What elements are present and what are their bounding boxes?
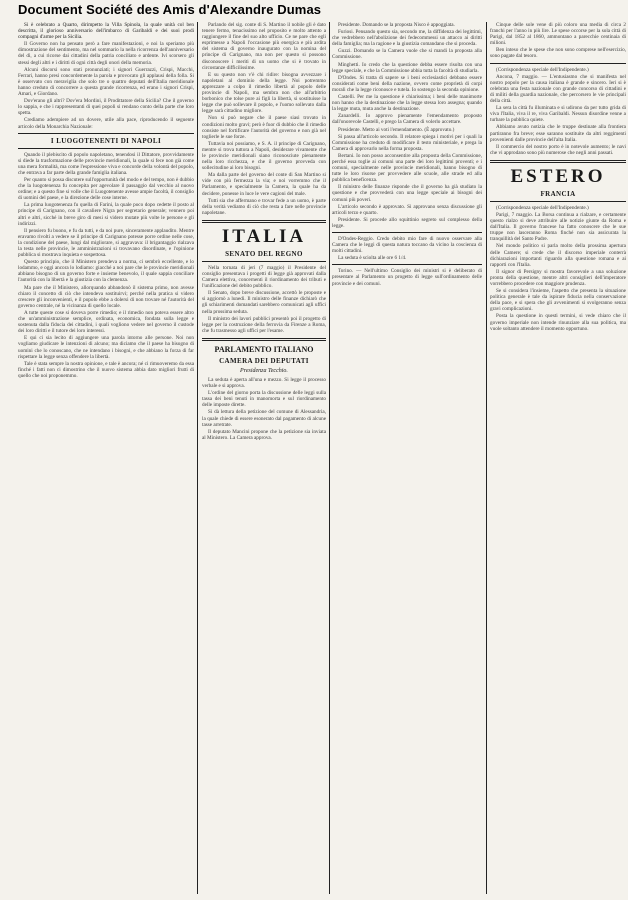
body-text: Parlando del sig. conte di S. Martino il nobile gli è dato tenere fermo, tenacissimo nel proposito e molto attento a raggiungere il fine del suo alto ufficio. Ce ne pare che egli esprimesse a Napoli l'occasione più energica e più ardita del sistema di governo inaugurato con la nomina del principe di Carignano, ma non per questo si possono disconoscere i meriti di un uomo che si è trovato in circostanze difficilissime. <box>202 22 326 71</box>
body-text: Tale è stata sempre la nostra opinione, e tale è ancora; né ci rimuoveremo da essa finché i fatti non ci dimostrino che il nuovo sistema abbia dato migliori frutti di quello che noi proponemmo. <box>18 360 194 379</box>
body-text: Quando il plebiscito di popolo napoletano, tenendosi il Dittatore, provvidamente si diede la trasformazione delle provincie meridionali, la quale si fece non già come una mera formalità, ma come l'espressione viva e concorde della volontà del popolo, che entrava a far parte della grande famiglia italiana. <box>18 151 194 176</box>
body-text: Dov'erano gli altri? Dov'era Mordini, il Prodittatore della Sicilia? Che il governo lo sappia, e che i rappresentanti di quei popoli si rendano conto della parte che loro spetta. <box>18 98 194 117</box>
body-text: Guzzi. Domando se la Camera vuole che si mandi la proposta alla Commissione. <box>332 48 482 61</box>
body-text: Castelli. Per me la questione è chiarissima; i beni delle manimorte non hanno che la destinazione che la legge stessa loro assegna; quando la legge muta, muta anche la destinazione. <box>332 94 482 113</box>
section-title-camera: CAMERA DEI DEPUTATI <box>219 356 309 365</box>
column-rule <box>486 22 487 894</box>
body-text: Zanardelli. Io approvo pienamente l'emendamento proposto dall'onorevole Castelli, e prego la Camera di volerlo accettare. <box>332 113 482 126</box>
body-text: Presidente. Si procede allo squittinio segreto sul complesso della legge. <box>332 216 482 229</box>
body-text: Si passa all'articolo secondo. Il relatore spiega i motivi per i quali la Commissione ha creduto di modificare il testo ministeriale, e prega la Camera di approvarlo nella forma proposta. <box>332 133 482 152</box>
body-text: D'Ondes-Reggio. Credo debito mio fare di nuovo osservare alla Camera che le leggi di questa natura toccano da vicino la coscienza di molti cittadini. <box>332 236 482 255</box>
section-title-italia: ITALIA <box>221 225 307 247</box>
body-text: Il ministro delle finanze risponde che il governo ha già studiato la questione e che provvederà con una legge speciale ai bisogni dei comuni più poveri. <box>332 184 482 203</box>
section-title-senato: SENATO DEL REGNO <box>225 249 303 258</box>
body-text: Il ministro dei lavori pubblici presentò poi il progetto di legge per la costruzione della ferrovia da Firenze a Roma, che fu trasmesso agli uffici per l'esame. <box>202 315 326 334</box>
body-text: Presidente. Domando se la proposta Nisco è appoggiata. <box>338 22 455 28</box>
watermark: Document Société des Amis d'Alexandre Dumas <box>18 2 322 17</box>
body-text: Cinque delle sole vene di più coloro una media di circa 2 franchi per l'anno in più lire. Le spese occorse per la sola città di Parigi, dal 1852 al 1860, ammontano a parecchie centinaia di milioni. <box>490 22 626 47</box>
section-title-parlamento: PARLAMENTO ITALIANO <box>214 344 314 354</box>
divider <box>202 220 326 223</box>
body-text: A tutte queste cose si doveva porre rimedio; e il rimedio non poteva essere altro che un'amministrazione semplice, ordinata, economica, fondata sulla legge e sostenuta dalla fiducia dei cittadini, i quali vogliono vedere nel governo il custode dei loro diritti e il tutore dei loro interessi. <box>18 309 194 335</box>
body-text: L'articolo secondo è approvato. Si approvano senza discussione gli articoli terzo e quarto. <box>332 203 482 216</box>
body-text: Il signor di Persigny si mostra favorevole a una soluzione pronta della questione, mentre altri consiglieri dell'imperatore vorrebbero procedere con maggiore prudenza. <box>490 268 626 287</box>
body-text: Alcuni discorsi sono stati pronunziati; i signori Guerrazzi, Crispi, Macchi, Ferrari, hanno presi concordemente la parola e provocato gli applausi della folla. Si è osservato con meraviglia che solo tre o quattro deputati dell'Italia meridionale hanno creduto di concorrere a questa grande ricorrenza, ed erano i signori Crispi, Amari, e Giordano. <box>18 66 194 98</box>
body-text: Abbiamo avuto notizia che le truppe destinate alla frontiera partiranno fra breve; esse saranno sostituite da altri reggimenti provenienti dalle provincie dell'alta Italia. <box>490 124 626 143</box>
divider <box>332 232 482 233</box>
divider <box>490 160 626 163</box>
col1-heading: I LUOGOTENENTI DI NAPOLI <box>50 136 162 145</box>
body-text: Ancona, 7 maggio. — L'entusiasmo che si manifesta nel nostro popolo per la causa italiana è grande e sincero. Ieri si è celebrata una festa nazionale con grande concorso di cittadini e di militi della guardia nazionale, che percorsero le vie principali della città. <box>490 73 626 105</box>
body-text: Ben inteso che le spese che non sono comprese nell'esercizio, sono pagate dal tesoro. <box>490 47 626 60</box>
body-text: Il pensiero fu buono, e fu da tutti, e da noi pure, sinceramente applaudito. Mentre eravamo rivolti a vedere se il principe di Carignano potesse porre ordine nelle cose, la condizione del paese, lungi dal migliorare, si aggravava: il brigantaggio rialzava la testa nelle provincie, le amministrazioni si trovavano disordinate, e l'opinione pubblica si mostrava inquieta e sospettosa. <box>18 227 194 259</box>
body-text: Il commercio del nostro porto è in notevole aumento; le navi che vi approdano sono più numerose che negli anni passati. <box>490 143 626 156</box>
column-3 <box>332 22 482 894</box>
body-text: Questo principio, che il Ministero prendeva a norma, ci sembrò eccellente, e lo lodammo, e oggi ancora lo lodiamo: giacché a noi pare che le provincie meridionali abbiano bisogno di un governo forte e insieme benevolo, il quale sappia conciliare l'autorità con la libertà e la giustizia con la clemenza. <box>18 259 194 284</box>
divider <box>490 201 626 202</box>
body-text: Minghetti. Io credo che la questione debba essere risolta con una legge speciale, e che la Commissione abbia tutta la facoltà di studiarla. <box>332 61 482 74</box>
body-text: Torino. — Nell'ultimo Consiglio dei ministri si è deliberato di presentare al Parlamento un progetto di legge sull'ordinamento delle provincie e dei comuni. <box>332 268 482 287</box>
body-text: Posta la questione in questi termini, si vede chiaro che il governo imperiale non intende rinunziare alla sua politica, ma vuole soltanto attendere il momento opportuno. <box>490 313 626 332</box>
body-text: Ma dalla parte del governo del conte di San Martino si vide con più fermezza la via; e noi vorremmo che il Parlamento, e specialmente la Camera, la quale ha da decidere, ponesse in luce le vere cagioni del male. <box>202 172 326 197</box>
body-text: (Corrispondenza speciale dell'Indipendente.) <box>496 66 589 73</box>
body-text: Non si può negare che il paese siasi trovato in condizioni molto gravi; però è fuor di dubbio che il rimedio consiste nel fortificare l'autorità del governo e non già nel toglierle le sue forze. <box>202 115 326 140</box>
divider <box>18 148 194 149</box>
body-text: Se si considera l'insieme, l'aspetto che presenta la situazione politica generale è tale da ispirare fiducia nella conservazione della pace, e si spera che gli avvenimenti si svolgeranno senza gravi complicazioni. <box>490 288 626 313</box>
body-text: Furiosi. Pensando questo sia, secondo me, la diffidenza dei legittimi, che vedrebbero nell'abolizione dei fedecommessi un attacco ai diritti della famiglia; ma la ragione e la giustizia comandano che si proceda. <box>332 29 482 48</box>
body-text: Nel mondo politico si parla molto della prossima apertura delle Camere; si crede che il discorso imperiale conterrà dichiarazioni importanti riguardo alla questione romana e ai rapporti con l'Italia. <box>490 243 626 268</box>
body-text: Tuttavia noi possiamo, e S. A. il principe di Carignano, mentre si trova tuttora a Napoli, desiderare vivamente che le provincie meridionali siano riconosciute pienamente nella loro ricchezza, e che il governo provveda con sollecitudine ai loro bisogni. <box>202 140 326 172</box>
body-text: Il Senato, dopo breve discussione, accettò le proposte e si aggiornò a lunedì. Il ministro delle finanze dichiarò che gli schiarimenti domandati sarebbero comunicati agli uffici nella prossima seduta. <box>202 290 326 315</box>
body-text: Nella tornata di jeri (7 maggio) il Presidente del consiglio presentava i progetti di legge già approvati dalla Camera elettiva, concernenti il riordinamento dei tributi e l'unificazione del debito pubblico. <box>202 264 326 290</box>
body-text: La prima luogotenenza fu quella di Farini, la quale poco dopo cedette il posto al principe di Carignano, con il cavaliere Nigra per segretario generale; vennero poi altri e altri, sicché in breve giro di mesi si videro mutate più volte le persone e gli indirizzi. <box>18 202 194 227</box>
body-text: D'Ondes. Si tratta di sapere se i beni ecclesiastici debbano essere considerati come beni della nazione, ovvero come proprietà di corpi morali che la legge riconosce e tutela. Io sostengo la seconda opinione. <box>332 74 482 93</box>
body-text: Si dà lettura della petizione del comune di Alessandria, la quale chiede di essere esonerato dal pagamento di alcune tasse arretrate. <box>202 409 326 428</box>
body-text: Il Governo non ha pensato però a fare manifestazioni, e noi la speriamo più dimostrazione del sentimento, ma nel sommario la nella ricorrenza dell'anniversario del dì, a cui ricorse dai cittadini della patria conciliato e ardente. Ivi scorsero gli stessi degli altri e i diritti di ogni città degli onori della memoria. <box>18 41 194 66</box>
column-rule <box>197 22 198 894</box>
body-text: E qui ci sia lecito di aggiungere una parola intorno alle persone. Noi non vogliamo giudicare le intenzioni di alcuno; ma diciamo che il paese ha bisogno di uomini che lo conoscano, che ne intendano i bisogni, e che abbiano la forza di far rispettare la legge senza offendere la libertà. <box>18 335 194 360</box>
divider <box>18 133 194 134</box>
section-title-estero: ESTERO <box>510 165 606 187</box>
presidenza: Presidenza Tecchio. <box>240 367 288 374</box>
body-text: Tutti sia che affermano e trovar fede a un uomo, è parte della verità vediamo di ciò che resta a fare nelle provincie napoletane. <box>202 197 326 216</box>
divider <box>202 261 326 262</box>
divider <box>490 63 626 64</box>
divider <box>332 264 482 265</box>
body-text: (Corrispondenza speciale dell'Indipendente.) <box>496 204 589 211</box>
col1-intro: Si è celebrato a Quarto, dirimpetto la Villa Spinola, la quale unità col ben descritta, il glorioso anniversario dell'imbarco di Garibaldi e dei suoi prodi compagni d'arme per la Sicilia. <box>18 22 194 41</box>
body-text: Parigi, 7 maggio. La Borsa continua a rialzare, e certamente questo rialzo si deve attribuire alle notizie giunte da Roma e dall'Italia. Il governo francese ha fatto conoscere che le sue truppe non lasceranno Roma finché non sia assicurata la tranquillità del Santo Padre. <box>490 211 626 243</box>
body-text: Ma pare che il Ministero, allorquando abbandonò il sistema primo, non avesse chiaro il concetto di ciò che intendeva sostituirvi; perché nella pratica si videro crescere gli inconvenienti, e il popolo ebbe a dolersi di non trovare né l'autorità del governo centrale, né la vicinanza di quello locale. <box>18 284 194 309</box>
body-text: Presidente. Metto ai voti l'emendamento. (È approvato.) <box>338 126 455 133</box>
body-text: E su questo non v'è chi ridire: bisogna avvezzare i napoletani al dominio della legge. Noi potremmo apprezzare a colpo il rimedio libertà al popolo delle provincie di Napoli, ma sembra non che all'arbitrio borbonico che tolse pure ai figli la libertà, si sostituisse la legge che può sollevare il popolo, e l'uomo sollevato dalla legge sarà cittadino migliore. <box>202 71 326 115</box>
divider <box>202 338 326 341</box>
body-text: Crediamo adempiere ad un dovere, utile alla pace, riproducendo il seguente articolo della Monarchia Nazionale: <box>18 117 194 130</box>
column-2 <box>202 22 326 894</box>
body-text: Bertani. Io non posso acconsentire alla proposta della Commissione, perché essa toglie ai comuni una parte dei loro legittimi proventi; e i comuni, specialmente nelle provincie meridionali, hanno bisogno di tutte le loro risorse per provvedere alle scuole, alle strade ed alla pubblica beneficenza. <box>332 152 482 184</box>
section-title-francia: FRANCIA <box>540 189 576 198</box>
body-text: Il deputato Mancini propone che la petizione sia inviata al Ministero. La Camera approva. <box>202 428 326 441</box>
body-text: La seduta è sciolta alle ore 6 1/4. <box>338 255 407 262</box>
body-text: Per quanto si possa discutere sull'opportunità del modo e del tempo, non è dubbio che la luogotenenza fu concepita per agevolare il passaggio dal vecchio al nuovo ordine; e a questo fine si volle che il Luogotenente avesse ampie facoltà, il consiglio di uomini del paese, e la direzione delle cose interne. <box>18 176 194 202</box>
column-rule <box>329 22 330 894</box>
body-text: L'ordine del giorno porta la discussione delle leggi sulla tassa dei beni tenuti in manomorta e sul riordinamento delle imposte dirette. <box>202 390 326 409</box>
body-text: La sera la città fu illuminata e si udirono da per tutto grida di viva l'Italia, viva il re, viva Garibaldi. Nessun disordine venne a turbare la pubblica quiete. <box>490 105 626 124</box>
column-1 <box>18 22 194 894</box>
column-4 <box>490 22 626 894</box>
body-text: La seduta è aperta all'una e mezzo. Si legge il processo verbale e si approva. <box>202 376 326 390</box>
